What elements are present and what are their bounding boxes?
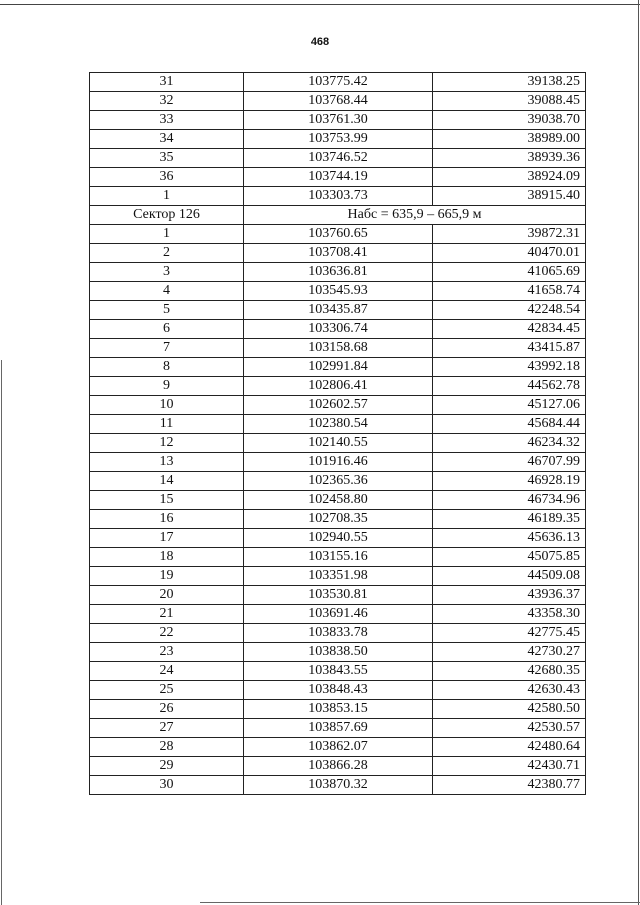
y-coordinate-cell: 46734.96 (433, 491, 586, 510)
table-row (90, 491, 586, 510)
point-number-cell: 10 (90, 396, 244, 415)
y-coordinate-cell: 38939.36 (433, 149, 586, 168)
x-coordinate-cell: 102365.36 (244, 472, 433, 491)
point-number-cell: 26 (90, 700, 244, 719)
point-number-cell: 22 (90, 624, 244, 643)
point-number-cell: 16 (90, 510, 244, 529)
point-number-cell: 14 (90, 472, 244, 491)
point-number-cell: 29 (90, 757, 244, 776)
x-coordinate-cell: 102991.84 (244, 358, 433, 377)
y-coordinate-cell: 43415.87 (433, 339, 586, 358)
table-row (90, 225, 586, 244)
y-coordinate-cell: 46928.19 (433, 472, 586, 491)
x-coordinate-cell: 103760.65 (244, 225, 433, 244)
x-coordinate-cell: 103744.19 (244, 168, 433, 187)
table-row (90, 643, 586, 662)
point-number-cell: 23 (90, 643, 244, 662)
scan-edge-top (0, 4, 640, 5)
point-number-cell: 28 (90, 738, 244, 757)
x-coordinate-cell: 103351.98 (244, 567, 433, 586)
x-coordinate-cell: 103833.78 (244, 624, 433, 643)
x-coordinate-cell: 103848.43 (244, 681, 433, 700)
x-coordinate-cell: 102140.55 (244, 434, 433, 453)
y-coordinate-cell: 39088.45 (433, 92, 586, 111)
point-number-cell: 9 (90, 377, 244, 396)
table-row (90, 396, 586, 415)
point-number-cell: 34 (90, 130, 244, 149)
scan-edge-left (1, 360, 2, 905)
x-coordinate-cell: 102458.80 (244, 491, 433, 510)
scan-edge-right (638, 0, 639, 905)
y-coordinate-cell: 39138.25 (433, 73, 586, 92)
table-row (90, 149, 586, 168)
y-coordinate-cell: 40470.01 (433, 244, 586, 263)
table-row (90, 567, 586, 586)
point-number-cell: 18 (90, 548, 244, 567)
y-coordinate-cell: 43936.37 (433, 586, 586, 605)
x-coordinate-cell: 103870.32 (244, 776, 433, 795)
table-row (90, 605, 586, 624)
table-row (90, 757, 586, 776)
point-number-cell: 5 (90, 301, 244, 320)
table-row (90, 472, 586, 491)
y-coordinate-cell: 44562.78 (433, 377, 586, 396)
y-coordinate-cell: 42580.50 (433, 700, 586, 719)
x-coordinate-cell: 103768.44 (244, 92, 433, 111)
y-coordinate-cell: 42680.35 (433, 662, 586, 681)
y-coordinate-cell: 42480.64 (433, 738, 586, 757)
point-number-cell: 1 (90, 225, 244, 244)
y-coordinate-cell: 39872.31 (433, 225, 586, 244)
page-number: 468 (310, 36, 330, 48)
table-row (90, 130, 586, 149)
y-coordinate-cell: 38989.00 (433, 130, 586, 149)
point-number-cell: 17 (90, 529, 244, 548)
x-coordinate-cell: 103761.30 (244, 111, 433, 130)
table-row (90, 510, 586, 529)
x-coordinate-cell: 103435.87 (244, 301, 433, 320)
point-number-cell: 13 (90, 453, 244, 472)
table-row (90, 738, 586, 757)
point-number-cell: 32 (90, 92, 244, 111)
x-coordinate-cell: 103545.93 (244, 282, 433, 301)
point-number-cell: 20 (90, 586, 244, 605)
scan-edge-bottom (200, 902, 640, 903)
y-coordinate-cell: 38915.40 (433, 187, 586, 206)
x-coordinate-cell: 102602.57 (244, 396, 433, 415)
table-row (90, 301, 586, 320)
table-row (90, 700, 586, 719)
table-row (90, 415, 586, 434)
point-number-cell: 27 (90, 719, 244, 738)
table-row (90, 358, 586, 377)
point-number-cell: 2 (90, 244, 244, 263)
rows-before-group (90, 73, 586, 206)
table-row (90, 719, 586, 738)
point-number-cell: 12 (90, 434, 244, 453)
y-coordinate-cell: 42530.57 (433, 719, 586, 738)
point-number-cell: 6 (90, 320, 244, 339)
table-row (90, 529, 586, 548)
x-coordinate-cell: 103857.69 (244, 719, 433, 738)
table-row (90, 586, 586, 605)
x-coordinate-cell: 103636.81 (244, 263, 433, 282)
y-coordinate-cell: 45636.13 (433, 529, 586, 548)
table-row (90, 548, 586, 567)
sector-header-group (90, 206, 586, 225)
table-row (90, 92, 586, 111)
x-coordinate-cell: 103775.42 (244, 73, 433, 92)
y-coordinate-cell: 38924.09 (433, 168, 586, 187)
y-coordinate-cell: 45684.44 (433, 415, 586, 434)
table-row (90, 168, 586, 187)
x-coordinate-cell: 103708.41 (244, 244, 433, 263)
point-number-cell: 15 (90, 491, 244, 510)
x-coordinate-cell: 103155.16 (244, 548, 433, 567)
x-coordinate-cell: 103530.81 (244, 586, 433, 605)
x-coordinate-cell: 103303.73 (244, 187, 433, 206)
table-row (90, 187, 586, 206)
table-row (90, 624, 586, 643)
point-number-cell: 25 (90, 681, 244, 700)
y-coordinate-cell: 46234.32 (433, 434, 586, 453)
x-coordinate-cell: 102940.55 (244, 529, 433, 548)
table-row (90, 73, 586, 92)
x-coordinate-cell: 103843.55 (244, 662, 433, 681)
table-row (90, 263, 586, 282)
point-number-cell: 3 (90, 263, 244, 282)
coordinates-table (89, 72, 586, 795)
point-number-cell: 24 (90, 662, 244, 681)
sector-header-row (90, 206, 586, 225)
table-row (90, 320, 586, 339)
point-number-cell: 1 (90, 187, 244, 206)
x-coordinate-cell: 102708.35 (244, 510, 433, 529)
x-coordinate-cell: 101916.46 (244, 453, 433, 472)
y-coordinate-cell: 43358.30 (433, 605, 586, 624)
point-number-cell: 36 (90, 168, 244, 187)
sector-label: Сектор 126 (90, 206, 244, 225)
y-coordinate-cell: 42834.45 (433, 320, 586, 339)
y-coordinate-cell: 42430.71 (433, 757, 586, 776)
table-row (90, 681, 586, 700)
x-coordinate-cell: 103746.52 (244, 149, 433, 168)
table-row (90, 776, 586, 795)
x-coordinate-cell: 102380.54 (244, 415, 433, 434)
x-coordinate-cell: 103691.46 (244, 605, 433, 624)
point-number-cell: 11 (90, 415, 244, 434)
x-coordinate-cell: 103158.68 (244, 339, 433, 358)
table-row (90, 339, 586, 358)
point-number-cell: 7 (90, 339, 244, 358)
table-row (90, 453, 586, 472)
y-coordinate-cell: 42380.77 (433, 776, 586, 795)
point-number-cell: 35 (90, 149, 244, 168)
y-coordinate-cell: 46707.99 (433, 453, 586, 472)
x-coordinate-cell: 103306.74 (244, 320, 433, 339)
rows-after-group (90, 225, 586, 795)
table-row (90, 434, 586, 453)
y-coordinate-cell: 43992.18 (433, 358, 586, 377)
x-coordinate-cell: 103753.99 (244, 130, 433, 149)
y-coordinate-cell: 42248.54 (433, 301, 586, 320)
x-coordinate-cell: 103838.50 (244, 643, 433, 662)
sector-height-range: Набс = 635,9 – 665,9 м (244, 206, 586, 225)
y-coordinate-cell: 42630.43 (433, 681, 586, 700)
y-coordinate-cell: 45075.85 (433, 548, 586, 567)
x-coordinate-cell: 103853.15 (244, 700, 433, 719)
point-number-cell: 8 (90, 358, 244, 377)
y-coordinate-cell: 42730.27 (433, 643, 586, 662)
table-row (90, 111, 586, 130)
point-number-cell: 30 (90, 776, 244, 795)
point-number-cell: 31 (90, 73, 244, 92)
table-row (90, 662, 586, 681)
x-coordinate-cell: 103866.28 (244, 757, 433, 776)
table-row (90, 244, 586, 263)
y-coordinate-cell: 46189.35 (433, 510, 586, 529)
x-coordinate-cell: 102806.41 (244, 377, 433, 396)
y-coordinate-cell: 41658.74 (433, 282, 586, 301)
y-coordinate-cell: 39038.70 (433, 111, 586, 130)
y-coordinate-cell: 41065.69 (433, 263, 586, 282)
point-number-cell: 21 (90, 605, 244, 624)
y-coordinate-cell: 45127.06 (433, 396, 586, 415)
point-number-cell: 33 (90, 111, 244, 130)
x-coordinate-cell: 103862.07 (244, 738, 433, 757)
point-number-cell: 19 (90, 567, 244, 586)
table-row (90, 377, 586, 396)
y-coordinate-cell: 44509.08 (433, 567, 586, 586)
table-row (90, 282, 586, 301)
point-number-cell: 4 (90, 282, 244, 301)
y-coordinate-cell: 42775.45 (433, 624, 586, 643)
